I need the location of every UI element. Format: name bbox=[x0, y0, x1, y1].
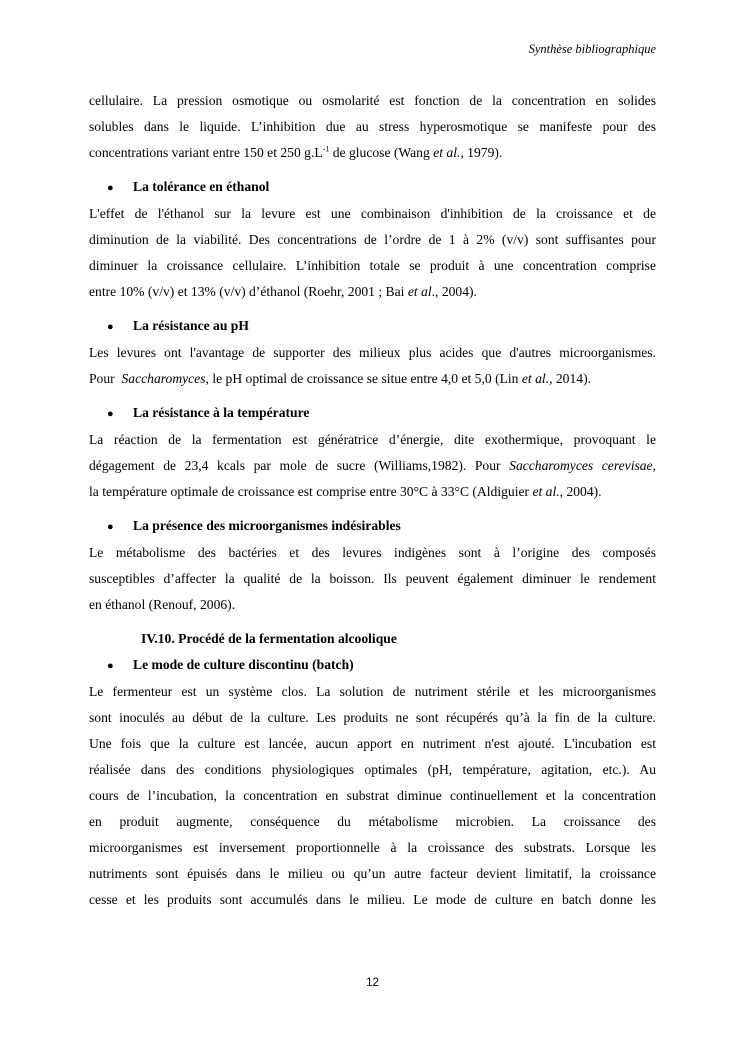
text-line: Le métabolisme des bactéries et des levures indigènes sont à l’origine des composés bbox=[89, 545, 656, 560]
section-heading: IV.10. Procédé de la fermentation alcoolique bbox=[141, 631, 397, 646]
page-body bbox=[89, 88, 656, 913]
text-line: La réaction de la fermentation est génératrice d’énergie, dite exothermique, provoquant le bbox=[89, 432, 656, 447]
text-line: Le fermenteur est un système clos. La solution de nutriment stérile et les microorganismes bbox=[89, 684, 656, 699]
text-line: diminution de la viabilité. Des concentrations de l’ordre de 1 à 2% (v/v) sont suffisantes pour bbox=[89, 232, 656, 247]
text-line: cesse et les produits sont accumulés dans le milieu. Le mode de culture en batch donne les bbox=[89, 892, 656, 907]
text-line: la température optimale de croissance est comprise entre 30°C à 33°C (Aldiguier et al., 2004). bbox=[89, 484, 602, 499]
text-line: dégagement de 23,4 kcals par mole de sucre (Williams,1982). Pour Saccharomyces cerevisae, bbox=[89, 458, 656, 473]
heading-temperature-resistance: ● La résistance à la température bbox=[89, 400, 656, 427]
text-line: susceptibles d’affecter la qualité de la boisson. Ils peuvent également diminuer le rendement bbox=[89, 571, 656, 586]
bullet-icon: ● bbox=[107, 182, 114, 194]
bullet-icon: ● bbox=[107, 408, 114, 420]
running-header: Synthèse bibliographique bbox=[528, 42, 656, 56]
undesirable-paragraph bbox=[89, 540, 656, 618]
text-line: en produit augmente, conséquence du métabolisme microbien. La croissance des bbox=[89, 814, 656, 829]
bullet-icon: ● bbox=[107, 521, 114, 533]
heading-ethanol-tolerance: ● La tolérance en éthanol bbox=[89, 174, 656, 201]
text-line: Les levures ont l'avantage de supporter des milieux plus acides que d'autres microorganismes. bbox=[89, 345, 656, 360]
page-number: 12 bbox=[366, 977, 379, 989]
heading-undesirable-microorganisms: ● La présence des microorganismes indésirables bbox=[89, 513, 656, 540]
text-line: sont inoculés au début de la culture. Les produits ne sont récupérés qu’à la fin de la culture. bbox=[89, 710, 656, 725]
text-line: cours de l’incubation, la concentration en substrat diminue continuellement et la concentration bbox=[89, 788, 656, 803]
batch-paragraph bbox=[89, 679, 656, 913]
heading-ph-resistance: ● La résistance au pH bbox=[89, 313, 656, 340]
text-line: en éthanol (Renouf, 2006). bbox=[89, 597, 236, 612]
bullet-icon: ● bbox=[107, 321, 114, 333]
text-line: diminuer la croissance cellulaire. L’inhibition totale se produit à une concentration comprise bbox=[89, 258, 656, 273]
ethanol-paragraph bbox=[89, 201, 656, 305]
text-line: L'effet de l'éthanol sur la levure est une combinaison d'inhibition de la croissance et de bbox=[89, 206, 656, 221]
text-line: concentrations variant entre 150 et 250 $g.L^{-1}$ de glucose (Wang et al., 1979). bbox=[89, 144, 503, 160]
text-line: microorganismes est inversement proportionnelle à la croissance des substrats. Lorsque les bbox=[89, 840, 656, 855]
heading-batch-mode: ● Le mode de culture discontinu (batch) bbox=[89, 652, 656, 679]
bullet-icon: ● bbox=[107, 660, 114, 672]
temperature-paragraph bbox=[89, 427, 656, 505]
intro-paragraph bbox=[89, 88, 656, 166]
text-line: réalisée dans des conditions physiologiques optimales (pH, température, agitation, etc.). Au bbox=[89, 762, 656, 777]
text-line: solubles dans le liquide. L’inhibition due au stress hyperosmotique se manifeste pour des bbox=[89, 119, 656, 134]
text-line: nutriments sont épuisés dans le milieu ou qu’un autre facteur devient limitatif, la croissance bbox=[89, 866, 656, 881]
text-line: cellulaire. La pression osmotique ou osmolarité est fonction de la concentration en solides bbox=[89, 93, 656, 108]
text-line: Une fois que la culture est lancée, aucun apport en nutriment n'est ajouté. L'incubation est bbox=[89, 736, 656, 751]
text-line: Pour Saccharomyces, le pH optimal de croissance se situe entre 4,0 et 5,0 (Lin et al., 2014). bbox=[89, 371, 591, 386]
text-line: entre 10% (v/v) et 13% (v/v) d’éthanol (Roehr, 2001 ; Bai et al., 2004). bbox=[89, 284, 477, 299]
ph-paragraph bbox=[89, 340, 656, 392]
